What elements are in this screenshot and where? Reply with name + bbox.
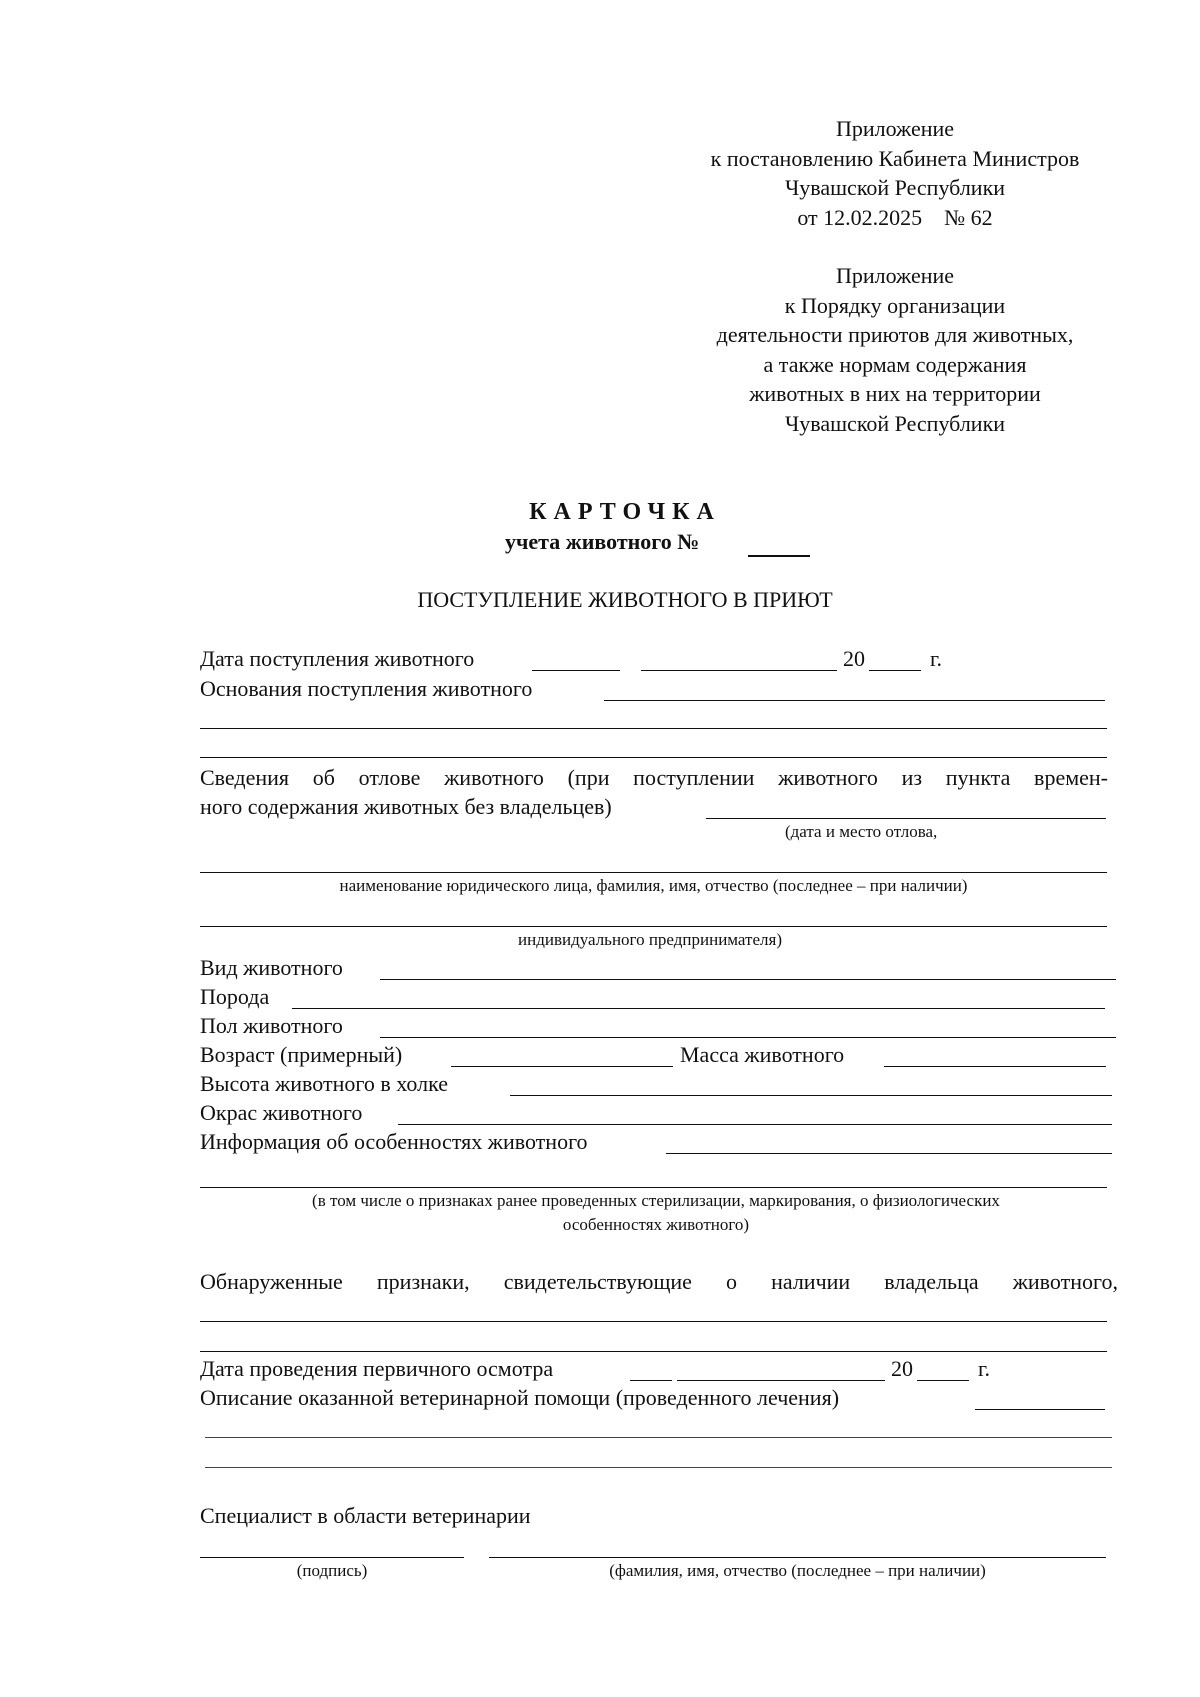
appendix-1-line-2: к постановлению Кабинета Министров <box>710 145 1080 171</box>
exam-month-field[interactable] <box>677 1380 885 1381</box>
appendix-1-line-3: Чувашской Республики <box>784 175 1006 200</box>
age-label: Возраст (примерный) <box>200 1042 403 1067</box>
species-label: Вид животного <box>200 955 343 980</box>
appendix-1-line-1: Приложение <box>835 116 955 141</box>
vet-help-field-2[interactable] <box>205 1437 1112 1438</box>
age-field[interactable] <box>451 1066 673 1067</box>
vet-help-field-3[interactable] <box>205 1467 1112 1468</box>
exam-day-field[interactable] <box>630 1380 672 1381</box>
color-label: Окрас животного <box>200 1100 363 1125</box>
height-label: Высота животного в холке <box>200 1071 449 1096</box>
appendix-2-line-2: к Порядку организации <box>784 292 1006 318</box>
appendix-2-line-6: Чувашской Республики <box>784 410 1006 436</box>
card-number-field[interactable] <box>748 555 810 557</box>
height-field[interactable] <box>510 1095 1112 1096</box>
card-subtitle: учета животного № <box>505 529 700 554</box>
arrival-basis-field[interactable] <box>604 700 1105 701</box>
breed-field[interactable] <box>292 1008 1105 1009</box>
specialist-label: Специалист в области ветеринарии <box>200 1503 531 1528</box>
owner-signs-field[interactable] <box>200 1321 1107 1322</box>
signature-hint: (подпись) <box>296 1561 368 1580</box>
appendix-2-line-4: а также нормам содержания <box>763 351 1027 377</box>
owner-signs-field-2[interactable] <box>200 1351 1107 1352</box>
species-field[interactable] <box>380 979 1116 980</box>
appendix-2-line-1: Приложение <box>835 263 955 288</box>
exam-year-prefix: 20 <box>891 1356 913 1381</box>
owner-signs-label: Обнаруженные признаки, свидетельствующие о наличии владельца животного, <box>200 1269 1118 1294</box>
arrival-year-prefix: 20 <box>843 646 865 671</box>
specialist-name-hint: (фамилия, имя, отчество (последнее – при наличии) <box>609 1561 986 1580</box>
capture-info-field-2[interactable] <box>200 872 1107 873</box>
signature-field[interactable] <box>200 1557 464 1558</box>
exam-date-label: Дата проведения первичного осмотра <box>200 1356 554 1381</box>
arrival-basis-field-2[interactable] <box>200 728 1107 729</box>
color-field[interactable] <box>398 1124 1112 1125</box>
features-field[interactable] <box>666 1153 1112 1154</box>
arrival-month-field[interactable] <box>641 670 837 671</box>
appendix-header-2 <box>660 261 1130 438</box>
vet-help-field[interactable] <box>975 1409 1105 1410</box>
arrival-date-label: Дата поступления животного <box>200 646 475 671</box>
features-hint-1: (в том числе о признаках ранее проведенных стерилизации, маркирования, о физиологических <box>312 1191 1000 1210</box>
breed-label: Порода <box>200 984 270 1009</box>
features-hint-2: особенностях животного) <box>562 1215 750 1234</box>
appendix-2-line-3: деятельности приютов для животных, <box>716 322 1074 347</box>
vet-help-label: Описание оказанной ветеринарной помощи (проведенного лечения) <box>200 1385 840 1410</box>
appendix-header-1 <box>660 114 1130 232</box>
capture-hint-3: индивидуального предпринимателя) <box>518 930 782 949</box>
capture-info-field-3[interactable] <box>200 926 1107 927</box>
capture-info-label-2: ного содержания животных без владельцев) <box>200 794 612 819</box>
features-field-2[interactable] <box>200 1187 1107 1188</box>
exam-year-field[interactable] <box>917 1380 969 1381</box>
appendix-2-line-5: животных в них на территории <box>749 381 1041 406</box>
arrival-basis-label: Основания поступления животного <box>200 676 533 701</box>
section-heading: ПОСТУПЛЕНИЕ ЖИВОТНОГО В ПРИЮТ <box>417 587 833 612</box>
appendix-1-line-4: от 12.02.2025 № 62 <box>797 204 993 230</box>
arrival-basis-field-3[interactable] <box>200 757 1107 758</box>
capture-hint-1: (дата и место отлова, <box>785 822 938 841</box>
capture-info-field[interactable] <box>706 818 1106 819</box>
sex-label: Пол животного <box>200 1013 343 1038</box>
capture-info-label-1: Сведения об отлове животного (при поступлении животного из пункта времен- <box>200 765 1108 790</box>
sex-field[interactable] <box>380 1037 1116 1038</box>
specialist-name-field[interactable] <box>489 1557 1106 1558</box>
card-title: КАРТОЧКА <box>529 499 721 525</box>
weight-field[interactable] <box>884 1066 1106 1067</box>
capture-hint-2: наименование юридического лица, фамилия, имя, отчество (последнее – при наличии) <box>339 876 968 895</box>
arrival-day-field[interactable] <box>532 670 620 671</box>
exam-year-suffix: г. <box>978 1356 991 1381</box>
weight-label: Масса животного <box>680 1042 845 1067</box>
arrival-year-suffix: г. <box>930 646 943 671</box>
features-label: Информация об особенностях животного <box>200 1129 588 1154</box>
arrival-year-field[interactable] <box>869 670 921 671</box>
